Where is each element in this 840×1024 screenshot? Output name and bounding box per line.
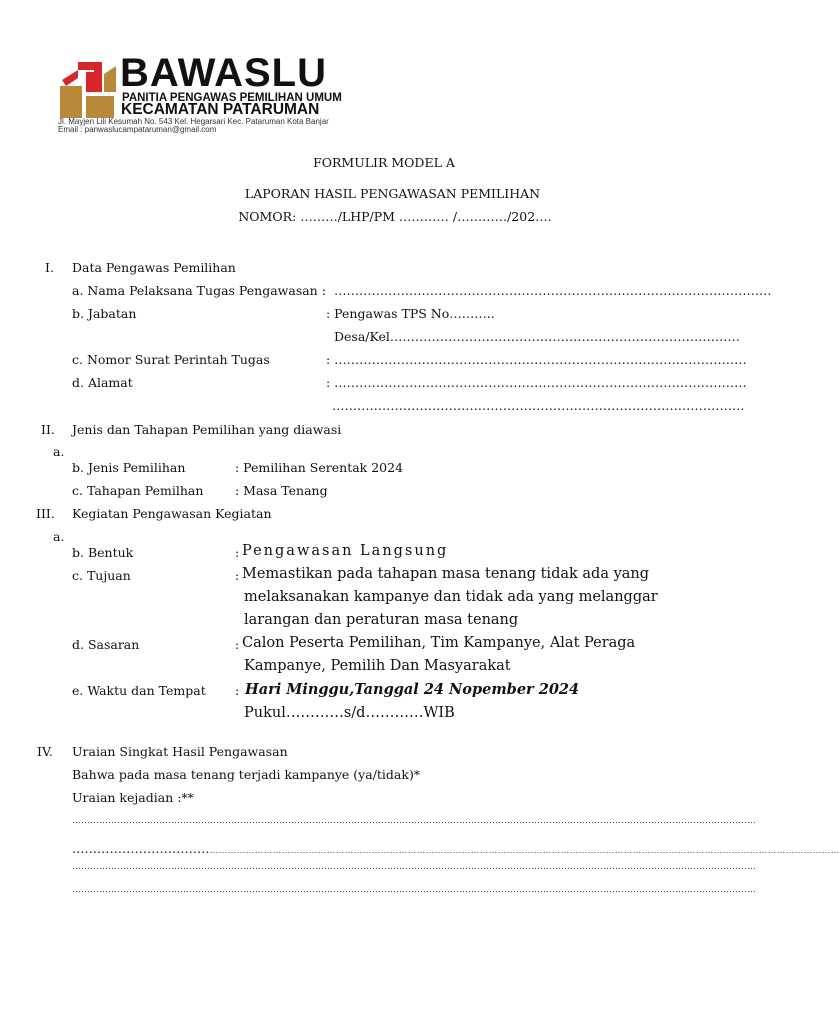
field-a-label: a. Nama Pelaksana Tugas Pengawasan : bbox=[72, 283, 326, 298]
section3-title: Kegiatan Pengawasan Kegiatan bbox=[72, 506, 272, 521]
section3-c-label: c. Tujuan bbox=[72, 568, 131, 583]
report-number: NOMOR: ………/LHP/PM ………… /…………/202…. bbox=[238, 209, 552, 224]
section2-c-label: c. Tahapan Pemilhan bbox=[72, 483, 204, 498]
section2-item-a: a. bbox=[53, 444, 65, 459]
section4-title: Uraian Singkat Hasil Pengawasan bbox=[72, 744, 288, 759]
section2-title: Jenis dan Tahapan Pemilihan yang diawasi bbox=[72, 422, 342, 437]
section2-b-label: b. Jenis Pemilihan bbox=[72, 460, 186, 475]
section4-number: IV. bbox=[37, 744, 53, 759]
field-b-value[interactable]: : Pengawas TPS No……….. bbox=[326, 306, 495, 321]
field-a-value[interactable]: …………………………………………………………………………………………… bbox=[334, 283, 772, 298]
field-b-label: b. Jabatan bbox=[72, 306, 137, 321]
letterhead-line2: KECAMATAN PATARUMAN bbox=[121, 101, 320, 118]
section2-number: II. bbox=[41, 422, 55, 437]
section3-d-line1: Calon Peserta Pemilihan, Tim Kampanye, Alat Peraga bbox=[242, 635, 636, 651]
section3-e-colon: : bbox=[235, 683, 240, 698]
section1-title: Data Pengawas Pemilihan bbox=[72, 260, 236, 275]
narrative-line-4[interactable]: ………………………………………………………………………………………………………………………………………………………………………………………………………… bbox=[72, 884, 756, 894]
field-d-value[interactable]: : ……………………………………………………………………………………… bbox=[326, 375, 747, 390]
section3-e-label: e. Waktu dan Tempat bbox=[72, 683, 206, 698]
narrative-line-2[interactable] bbox=[72, 838, 840, 857]
section2-c-value: : Masa Tenang bbox=[235, 483, 328, 498]
field-c-value[interactable]: : ……………………………………………………………………………………… bbox=[326, 352, 747, 367]
section2-b-value: : Pemilihan Serentak 2024 bbox=[235, 460, 404, 475]
letterhead-address: Jl. Mayjen Lili Kesumah No. 543 Kel. Hegarsari Kec. Pataruman Kota Banjar bbox=[58, 117, 329, 126]
narrative-line-3[interactable]: ………………………………………………………………………………………………………………………………………………………………………………………………………… bbox=[72, 861, 756, 871]
section3-c-colon: : bbox=[235, 568, 240, 583]
section3-d-line2: Kampanye, Pemilih Dan Masyarakat bbox=[244, 658, 511, 674]
section3-e-line2: Pukul…………s/d…………WIB bbox=[244, 705, 455, 721]
org-name: BAWASLU bbox=[120, 51, 327, 95]
field-d-value2[interactable]: ……………………………………………………………………………………… bbox=[332, 398, 745, 413]
field-b-value2[interactable]: Desa/Kel………………………………………………………………………… bbox=[334, 329, 740, 344]
section3-item-a: a. bbox=[53, 529, 65, 544]
narrative-line-1[interactable]: ………………………………………………………………………………………………………………………………………………………………………………………………………… bbox=[72, 815, 756, 825]
section3-d-label: d. Sasaran bbox=[72, 637, 140, 652]
narrative-line-2-rest: ………………………………………………………………………………………………………………………………………………………………………………………… bbox=[209, 845, 840, 855]
section3-d-colon: : bbox=[235, 637, 240, 652]
section3-c-line1: Memastikan pada tahapan masa tenang tidak ada yang bbox=[242, 566, 650, 582]
section1-number: I. bbox=[45, 260, 54, 275]
section3-e-line1: Hari Minggu,Tanggal 24 Nopember 2024 bbox=[245, 681, 580, 698]
field-d-label: d. Alamat bbox=[72, 375, 133, 390]
bawaslu-logo-icon bbox=[56, 58, 120, 122]
section3-c-line3: larangan dan peraturan masa tenang bbox=[244, 612, 519, 628]
field-c-label: c. Nomor Surat Perintah Tugas bbox=[72, 352, 270, 367]
section3-c-line2: melaksanakan kampanye dan tidak ada yang melanggar bbox=[244, 589, 658, 605]
section4-line1: Bahwa pada masa tenang terjadi kampanye (ya/tidak)* bbox=[72, 767, 421, 782]
section3-b-label: b. Bentuk bbox=[72, 545, 134, 560]
section4-line2: Uraian kejadian :** bbox=[72, 790, 194, 805]
section3-b-value: Pengawasan Langsung bbox=[242, 543, 449, 559]
letterhead-line1: PANITIA PENGAWAS PEMILIHAN UMUM bbox=[122, 92, 342, 104]
letterhead-email: Email : panwaslucampataruman@gmail.com bbox=[58, 125, 217, 134]
section3-number: III. bbox=[36, 506, 55, 521]
report-title: LAPORAN HASIL PENGAWASAN PEMILIHAN bbox=[244, 186, 541, 201]
narrative-line-2-lead: …………………………… bbox=[72, 841, 210, 856]
section3-b-colon: : bbox=[235, 545, 240, 560]
form-title: FORMULIR MODEL A bbox=[313, 155, 455, 170]
